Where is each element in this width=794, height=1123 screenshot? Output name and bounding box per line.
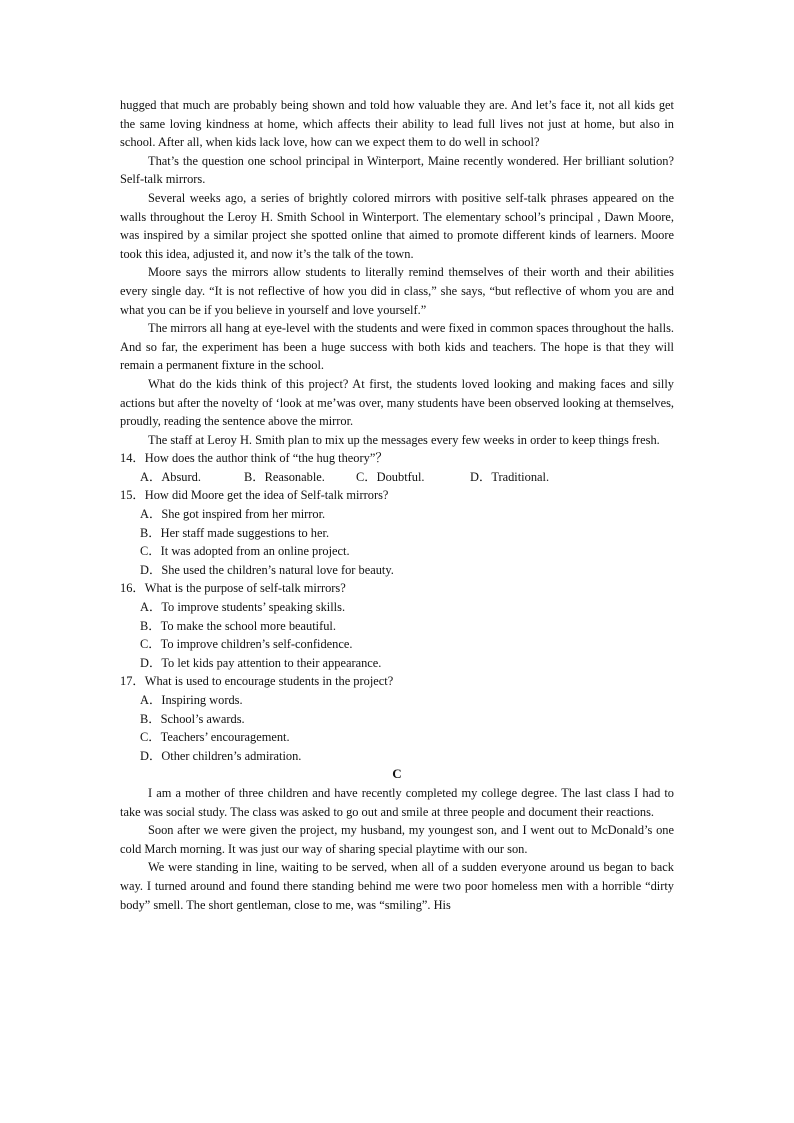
option-c: C．Teachers’ encouragement. bbox=[140, 730, 290, 745]
option-d: D．Other children’s admiration. bbox=[140, 748, 302, 763]
passage-c-paragraph-3: We were standing in line, waiting to be served, when all of a sudden everyone around us began to back way. I turned around and found there standing behind me were two poor homeless men with a horrible “dirty body” smell. The short gentleman, close to me, was “smiling”. His bbox=[120, 860, 674, 912]
option-d: D．To let kids pay attention to their appearance. bbox=[140, 655, 382, 670]
option-c: C．It was adopted from an online project. bbox=[140, 544, 350, 559]
option-a: A．Inspiring words. bbox=[140, 693, 243, 707]
question-stem: 14．How does the author think of “the hug theory”？ bbox=[120, 451, 388, 466]
question-stem: 17．What is used to encourage students in the project? bbox=[120, 674, 394, 689]
question-stem: 15．How did Moore get the idea of Self-talk mirrors? bbox=[120, 488, 389, 503]
option-b: B．To make the school more beautiful. bbox=[140, 618, 336, 633]
question-16 bbox=[120, 579, 674, 672]
passage-b-paragraph-3: Several weeks ago, a series of brightly colored mirrors with positive self-talk phrases appeared on the walls throughout the Leroy H. Smith School in Winterport. The elementary school’s principal , Dawn Moore, was inspired by a similar project she spotted online that aimed to promote different kinds of learners. Moore took this idea, adjusted it, and now it’s the talk of the town. bbox=[120, 190, 674, 261]
option-d: D．Traditional. bbox=[470, 469, 550, 484]
question-15 bbox=[120, 486, 674, 579]
section-c-heading: C bbox=[392, 766, 402, 782]
passage-b-paragraph-7: The staff at Leroy H. Smith plan to mix up the messages every few weeks in order to keep things fresh. bbox=[148, 432, 660, 447]
option-c: C．To improve children’s self-confidence. bbox=[140, 637, 353, 652]
option-a: A．To improve students’ speaking skills. bbox=[140, 600, 346, 615]
question-14 bbox=[120, 449, 674, 486]
option-b: B．School’s awards. bbox=[140, 711, 245, 726]
exam-page bbox=[120, 96, 674, 914]
passage-b-paragraph-2: That’s the question one school principal in Winterport, Maine recently wondered. Her brilliant solution? Self-talk mirrors. bbox=[120, 153, 674, 187]
question-17 bbox=[120, 672, 674, 765]
option-row bbox=[140, 468, 674, 487]
option-b: B．Reasonable. bbox=[244, 469, 325, 484]
option-c: C．Doubtful. bbox=[356, 469, 425, 484]
passage-b-paragraph-1: hugged that much are probably being shown and told how valuable they are. And let’s face it, not all kids get the same loving kindness at home, which affects their ability to lead full lives not just at home, but also in school. After all, when kids lack love, how can we expect them to do well in school? bbox=[120, 98, 674, 150]
passage-c-paragraph-2: Soon after we were given the project, my husband, my youngest son, and I went out to McDonald’s one cold March morning. It was just our way of sharing special playtime with our son. bbox=[120, 823, 674, 856]
passage-b-paragraph-6: What do the kids think of this project? At first, the students loved looking and making faces and silly actions but after the novelty of ‘look at me’was over, many students have been observed looking at themselves, proudly, reading the sentence above the mirror. bbox=[120, 376, 674, 429]
question-stem: 16．What is the purpose of self-talk mirrors? bbox=[120, 581, 346, 596]
option-a: A．Absurd. bbox=[140, 469, 201, 484]
option-a: A．She got inspired from her mirror. bbox=[140, 507, 326, 522]
passage-b-paragraph-4: Moore says the mirrors allow students to literally remind themselves of their worth and their abilities every single day. “It is not reflective of how you did in class,” she says, “but reflective of whom you are and what you can be if you believe in yourself and love yourself.” bbox=[120, 265, 674, 317]
option-b: B．Her staff made suggestions to her. bbox=[140, 525, 330, 540]
option-d: D．She used the children’s natural love for beauty. bbox=[140, 562, 394, 577]
passage-b-paragraph-5: The mirrors all hang at eye-level with the students and were fixed in common spaces throughout the halls. And so far, the experiment has been a huge success with both kids and teachers. The hope is that they will remain a permanent fixture in the school. bbox=[120, 321, 674, 373]
passage-c-paragraph-1: I am a mother of three children and have recently completed my college degree. The last class I had to take was social study. The class was asked to go out and smile at three people and document their reactions. bbox=[120, 785, 674, 819]
